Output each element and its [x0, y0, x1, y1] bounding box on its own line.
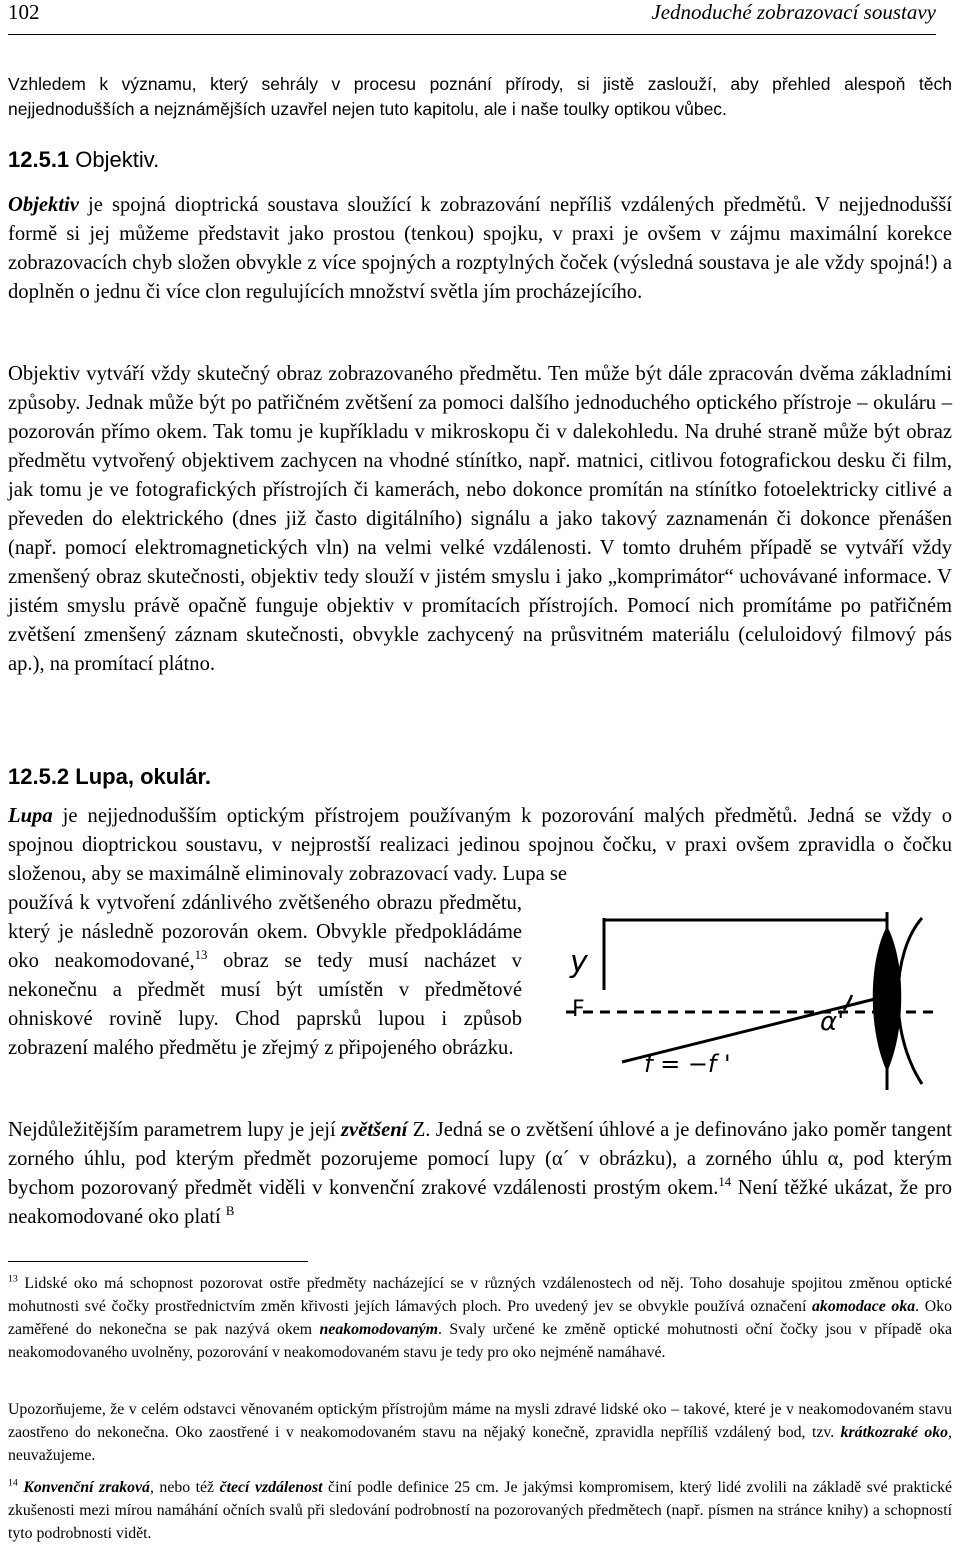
- label-y: y: [570, 945, 588, 980]
- footnote-text: , nebo též: [149, 1479, 220, 1496]
- objektiv-paragraph-2: Objektiv vytváří vždy skutečný obraz zobrazovaného předmětu. Ten může být dále zpracován dvěma základními způsoby. Jednak může být po patřičném zvětšení za pomoci dalšího jednoduchého optického přístroje – okuláru – pozorován přímo okem. Tak tomu je kupříkladu v mikroskopu či v dalekohledu. Na druhé straně může být obraz předmětu vytvořený objektivem zachycen na vhodné stínítko, např. matnici, citlivou fotografickou desku či film, jak tomu je ve fotografických přístrojích či kamerách, nebo dokonce promítán na stínítko fotoelektricky citlivé a převeden do elektrického (dnes již často digitálního) signálu a jako takový zaznamenán či dokonce přenášen (např. pomocí elektromagnetických vln) na velmi velké vzdálenosti. V tomto druhém případě se vytváří vždy zmenšený obraz skutečnosti, objektiv tedy slouží v jistém smyslu i jako „komprimátor“ uchovávané informace. V jistém smyslu právě opačně funguje objektiv v promítacích přístrojích. Pomocí nich promítáme po patřičném zvětšení zmenšený záznam skutečnosti, obvykle zachycený na průsvitném materiálu (celuloidový filmový pás ap.), na promítací plátno.: [8, 363, 952, 675]
- paragraph-text: je nejjednodušším optickým přístrojem používaným k pozorování malých předmětů. Jedná se vždy o spojnou dioptrickou soustavu, v nejprostší realizaci jedinou spojnou čočku, v praxi ovšem zpravidla o čočku složenou, aby se maximálně eliminovaly zobrazovací vady. Lupa se: [8, 805, 952, 885]
- lupa-paragraph-1: [8, 802, 952, 889]
- section-number: 12.5.1: [8, 147, 70, 172]
- term-cteci-vzdalenost: čtecí vzdálenost: [219, 1479, 323, 1496]
- section-heading-objektiv: [8, 146, 159, 174]
- header-rule: [8, 34, 936, 35]
- term-zvetseni: zvětšení: [341, 1119, 408, 1141]
- paragraph-text: Není těžké ukázat, že pro neakomodované oko platí: [8, 1177, 952, 1228]
- label-F: F: [572, 997, 585, 1022]
- footnote-text: . Svaly určené ke změně optické mohutnosti oční čočky jsou v případě oka neakomodovaného uvolněny, pozorování v neakomodovaném stavu je tedy pro oko nejméně namáhavé.: [8, 1321, 952, 1361]
- appendix-ref-B: B: [225, 1204, 235, 1219]
- section-title: Objektiv.: [75, 147, 160, 172]
- running-title: Jednoduché zobrazovací soustavy: [651, 0, 936, 24]
- paragraph-text: obraz se tedy musí nacházet v nekonečnu a předmět musí být umístěn v předmětové ohniskové rovině lupy. Chod paprsků lupou i způsob zobrazení malého předmětu je zřejmý z připojeného obrázku.: [8, 950, 522, 1059]
- term-lupa: Lupa: [8, 805, 53, 827]
- footnote-text: činí podle definice 25 cm. Je jakýmsi kompromisem, který lidé zvolili na základě své praktické zkušenosti mezi mírou namáhání očních svalů při sledování podrobností na pozorovaných předmětech (např. písmen na stránce knihy) a schopností tyto podrobnosti vidět.: [8, 1479, 952, 1542]
- footnote-ref-13: 13: [194, 948, 208, 963]
- term-objektiv: Objektiv: [8, 194, 79, 216]
- page-number: 102: [8, 0, 40, 24]
- term-kratkozrake: krátkozraké oko: [840, 1424, 949, 1441]
- term-neakomodovany: neakomodovaným: [319, 1321, 438, 1338]
- footnote-rule: [8, 1261, 308, 1262]
- paragraph-text: Nejdůležitějším parametrem lupy je její: [8, 1119, 342, 1141]
- footnote-mark: 14: [8, 1477, 18, 1489]
- label-alpha: α': [820, 1007, 845, 1037]
- paragraph-text: Z. Jedná se o zvětšení úhlové a je definováno jako poměr tangent zorného úhlu, pod kterým předmět pozorujeme pomocí lupy (α´ v obrázku), a zorného úhlu α, pod kterým bychom pozorovaný předmět viděli v konvenční zrakové vzdálenosti prostým okem.: [8, 1119, 953, 1199]
- footnote-mark: 13: [8, 1273, 18, 1285]
- footnote-ref-14: 14: [718, 1175, 732, 1190]
- footnote-text: Lidské oko má schopnost pozorovat ostře předměty nacházející se v různých vzdálenostech od něj. Toho dosahuje spojitou změnou optické mohutnosti své čočky prostřednictvím změn křivosti jejích lámavých ploch. Pro uvedený jev se obvykle používá označení: [8, 1275, 952, 1315]
- page-header: [8, 0, 936, 28]
- intro-paragraph: Vzhledem k významu, který sehrály v procesu poznání přírody, si jistě zaslouží, aby přehled alespoň těch nejjednodušších a nejznámějších uzavřel nejen tuto kapitolu, ale i naše toulky optikou vůbec.: [8, 74, 952, 119]
- objektiv-paragraph-1: [8, 191, 952, 307]
- section-heading-lupa: [8, 763, 211, 791]
- label-focal-length: f = −f ': [644, 1050, 731, 1078]
- angle-arc: [844, 995, 852, 1010]
- footnote-13-continued: [8, 1398, 952, 1467]
- footnote-text: Upozorňujeme, že v celém odstavci věnovaném optickým přístrojům máme na mysli zdravé lidské oko – takové, které je v neakomodovaném stavu zaostřeno do nekonečna. Oko zaostřené i v neakomodovaném stavu na nějaký konečně, zpravidla nepříliš vzdálený bod, tzv.: [8, 1401, 952, 1441]
- lupa-paragraph-1-side: [8, 889, 522, 1063]
- term-konvencni-zrakova: Konvenční zraková: [23, 1479, 150, 1496]
- footnote-14: [8, 1476, 952, 1545]
- magnifier-ray-diagram: [562, 912, 940, 1090]
- section-number: 12.5.2: [8, 764, 70, 789]
- footnote-13: [8, 1272, 952, 1364]
- eye-outline: [898, 918, 922, 1084]
- footnote-text: , neuvažujeme.: [8, 1424, 952, 1464]
- paragraph-text: je spojná dioptrická soustava sloužící k zobrazování nepříliš vzdálených předmětů. V nejjednodušší formě si jej můžeme představit jako prostou (tenkou) spojku, v praxi je ovšem v zájmu maximální korekce zobrazovacích chyb složen obvykle z více spojných a rozptylných čoček (výsledná soustava je ale vždy spojná!) a doplněn o jednu či více clon regulujících množství světla jím procházejícího.: [8, 194, 952, 303]
- paragraph-text: používá k vytvoření zdánlivého zvětšeného obrazu předmětu, který je následně pozorován okem. Obvykle předpokládáme oko neakomodované,: [8, 892, 522, 972]
- footnote-text: . Oko zaměřené do nekonečna se pak nazývá okem: [8, 1298, 952, 1338]
- lupa-paragraph-2: [8, 1116, 952, 1232]
- section-title: Lupa, okulár.: [75, 764, 211, 789]
- term-akomodace: akomodace oka: [812, 1298, 916, 1315]
